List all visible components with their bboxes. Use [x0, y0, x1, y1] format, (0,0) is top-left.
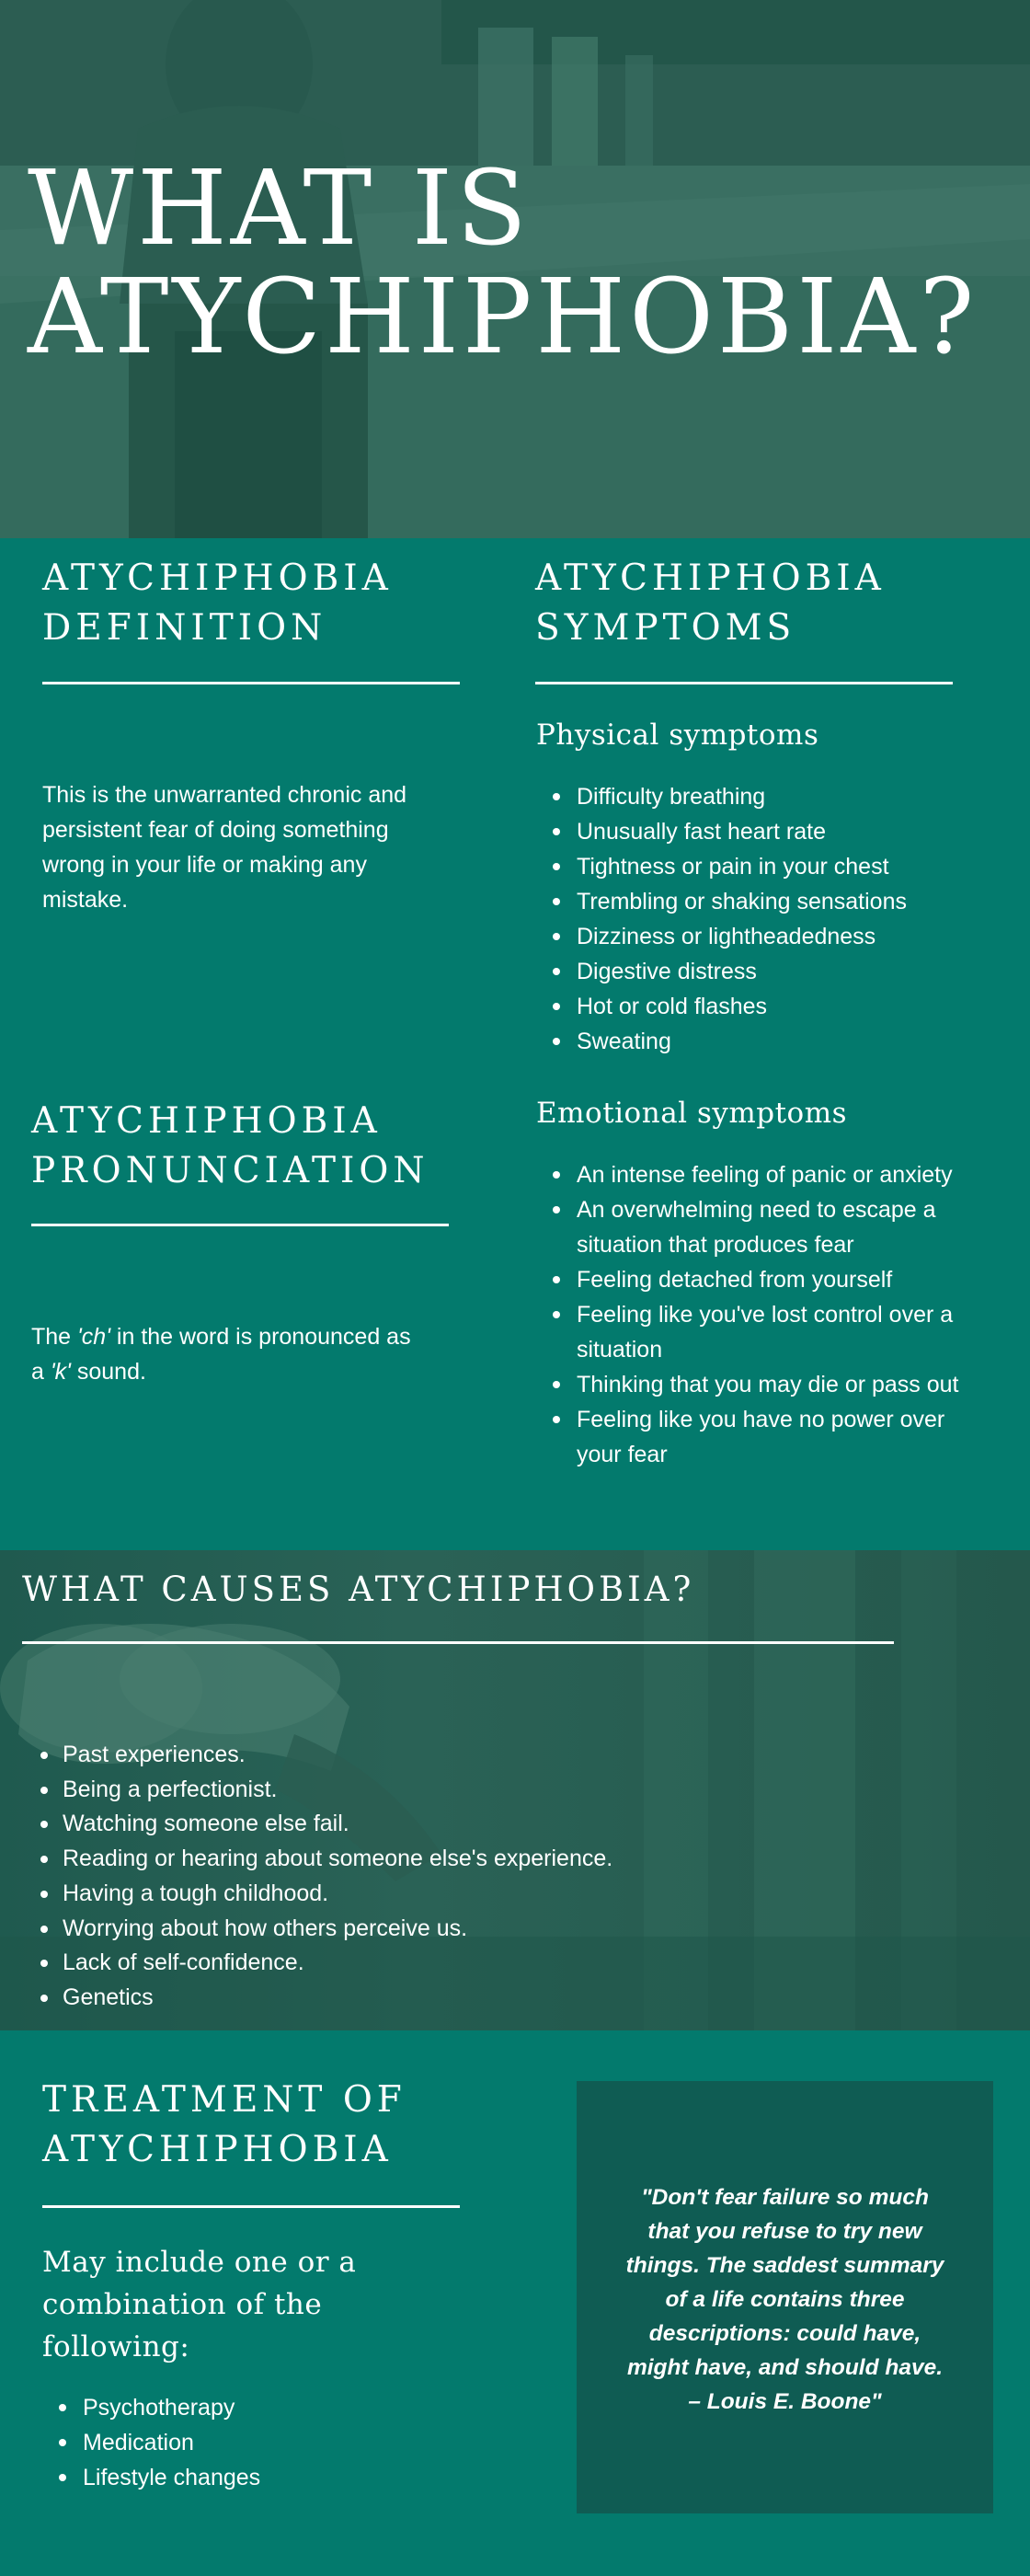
- list-item-line1: Feeling like you've lost control over a: [577, 1302, 954, 1328]
- list-item: Genetics: [26, 1981, 853, 2016]
- definition-text-line1: This is the unwarranted chronic and: [42, 782, 407, 808]
- list-item: [536, 1297, 1014, 1367]
- pronunciation-heading-line1: ATYCHIPHOBIA: [31, 1100, 382, 1142]
- quote-line4: of a life contains three: [665, 2287, 905, 2312]
- causes-section: [0, 1550, 1030, 2030]
- pronunciation-text: [31, 1319, 491, 1389]
- list-item: [536, 1367, 1014, 1402]
- list-item: Past experiences.: [26, 1738, 853, 1773]
- quote-line1: "Don't fear failure so much: [641, 2185, 929, 2210]
- list-item-line1: An overwhelming need to escape a: [577, 1197, 936, 1223]
- emotional-symptoms-title: Emotional symptoms: [536, 1097, 848, 1130]
- quote-text: [595, 2180, 975, 2419]
- list-item-line2: your fear: [577, 1442, 668, 1467]
- list-item-line2: situation that produces fear: [577, 1232, 854, 1258]
- list-item: [536, 1262, 1014, 1297]
- list-item: [536, 1402, 1014, 1472]
- list-item: Tightness or pain in your chest: [536, 849, 1014, 884]
- pronunciation-divider: [31, 1224, 449, 1226]
- list-item: Sweating: [536, 1024, 1014, 1059]
- list-item: Psychotherapy: [42, 2390, 465, 2425]
- treatment-intro-line3: following:: [42, 2330, 190, 2363]
- pronunciation-ch: 'ch': [77, 1324, 110, 1350]
- pronunciation-text-part1: The: [31, 1324, 78, 1350]
- list-item: Digestive distress: [536, 954, 1014, 989]
- definition-text-line4: mistake.: [42, 887, 129, 913]
- quote-line5: descriptions: could have,: [648, 2321, 921, 2346]
- hero-banner: [0, 0, 1030, 538]
- quote-line2: that you refuse to try new: [647, 2219, 922, 2244]
- pronunciation-heading: [31, 1097, 429, 1196]
- quote-line6: might have, and should have.: [626, 2355, 944, 2380]
- list-item-line1: Feeling detached from yourself: [577, 1267, 893, 1293]
- pronunciation-text-part2: in the word is pronounced as: [109, 1324, 411, 1350]
- definition-heading-line2: DEFINITION: [42, 607, 327, 649]
- list-item: Unusually fast heart rate: [536, 814, 1014, 849]
- symptoms-divider: [535, 682, 953, 684]
- treatment-intro: [42, 2241, 484, 2368]
- list-item: Medication: [42, 2425, 465, 2460]
- treatment-list: [42, 2390, 465, 2495]
- pronunciation-heading-line2: PRONUNCIATION: [31, 1150, 429, 1191]
- pronunciation-k: 'k': [50, 1359, 71, 1385]
- causes-heading: WHAT CAUSES ATYCHIPHOBIA?: [22, 1570, 695, 1609]
- treatment-heading-line2: ATYCHIPHOBIA: [42, 2129, 393, 2170]
- list-item-line1: An intense feeling of panic or anxiety: [577, 1162, 953, 1188]
- treatment-intro-line1: May include one or a: [42, 2246, 357, 2279]
- symptoms-heading-line2: SYMPTOMS: [535, 607, 796, 649]
- physical-symptoms-title: Physical symptoms: [536, 719, 819, 752]
- pronunciation-text-part3: a: [31, 1359, 51, 1385]
- list-item: Lack of self-confidence.: [26, 1946, 853, 1981]
- list-item: Being a perfectionist.: [26, 1773, 853, 1808]
- causes-divider: [22, 1641, 894, 1644]
- physical-symptoms-list: [536, 779, 1014, 1059]
- treatment-intro-line2: combination of the: [42, 2288, 323, 2321]
- list-item: Worrying about how others perceive us.: [26, 1912, 853, 1947]
- symptoms-heading: [535, 554, 886, 653]
- treatment-heading-line1: TREATMENT OF: [42, 2079, 406, 2121]
- list-item: Having a tough childhood.: [26, 1877, 853, 1912]
- hero-title-line2: ATYCHIPHOBIA?: [28, 258, 978, 377]
- definition-text: [42, 777, 502, 917]
- definition-heading-line1: ATYCHIPHOBIA: [42, 558, 393, 599]
- list-item: Trembling or shaking sensations: [536, 884, 1014, 919]
- quote-line7: – Louis E. Boone": [688, 2389, 882, 2414]
- hero-title-line1: WHAT IS: [28, 149, 531, 269]
- list-item: Hot or cold flashes: [536, 989, 1014, 1024]
- list-item: Reading or hearing about someone else's experience.: [26, 1842, 853, 1877]
- list-item: [536, 1192, 1014, 1262]
- definition-text-line3: wrong in your life or making any: [42, 852, 367, 878]
- definition-text-line2: persistent fear of doing something: [42, 817, 389, 843]
- treatment-divider: [42, 2205, 460, 2208]
- causes-list: [26, 1738, 853, 2016]
- definition-divider: [42, 682, 460, 684]
- quote-line3: things. The saddest summary: [625, 2253, 944, 2278]
- list-item: Dizziness or lightheadedness: [536, 919, 1014, 954]
- list-item: Watching someone else fail.: [26, 1807, 853, 1842]
- list-item: [536, 1157, 1014, 1192]
- definition-heading: [42, 554, 393, 653]
- pronunciation-text-part4: sound.: [70, 1359, 146, 1385]
- list-item-line1: Feeling like you have no power over: [577, 1407, 945, 1432]
- list-item: Difficulty breathing: [536, 779, 1014, 814]
- emotional-symptoms-list: [536, 1157, 1014, 1472]
- list-item-line1: Thinking that you may die or pass out: [577, 1372, 959, 1397]
- list-item-line2: situation: [577, 1337, 663, 1363]
- treatment-heading: [42, 2076, 406, 2175]
- hero-title: [28, 149, 978, 377]
- list-item: Lifestyle changes: [42, 2460, 465, 2495]
- symptoms-heading-line1: ATYCHIPHOBIA: [535, 558, 886, 599]
- quote-box: [577, 2081, 993, 2513]
